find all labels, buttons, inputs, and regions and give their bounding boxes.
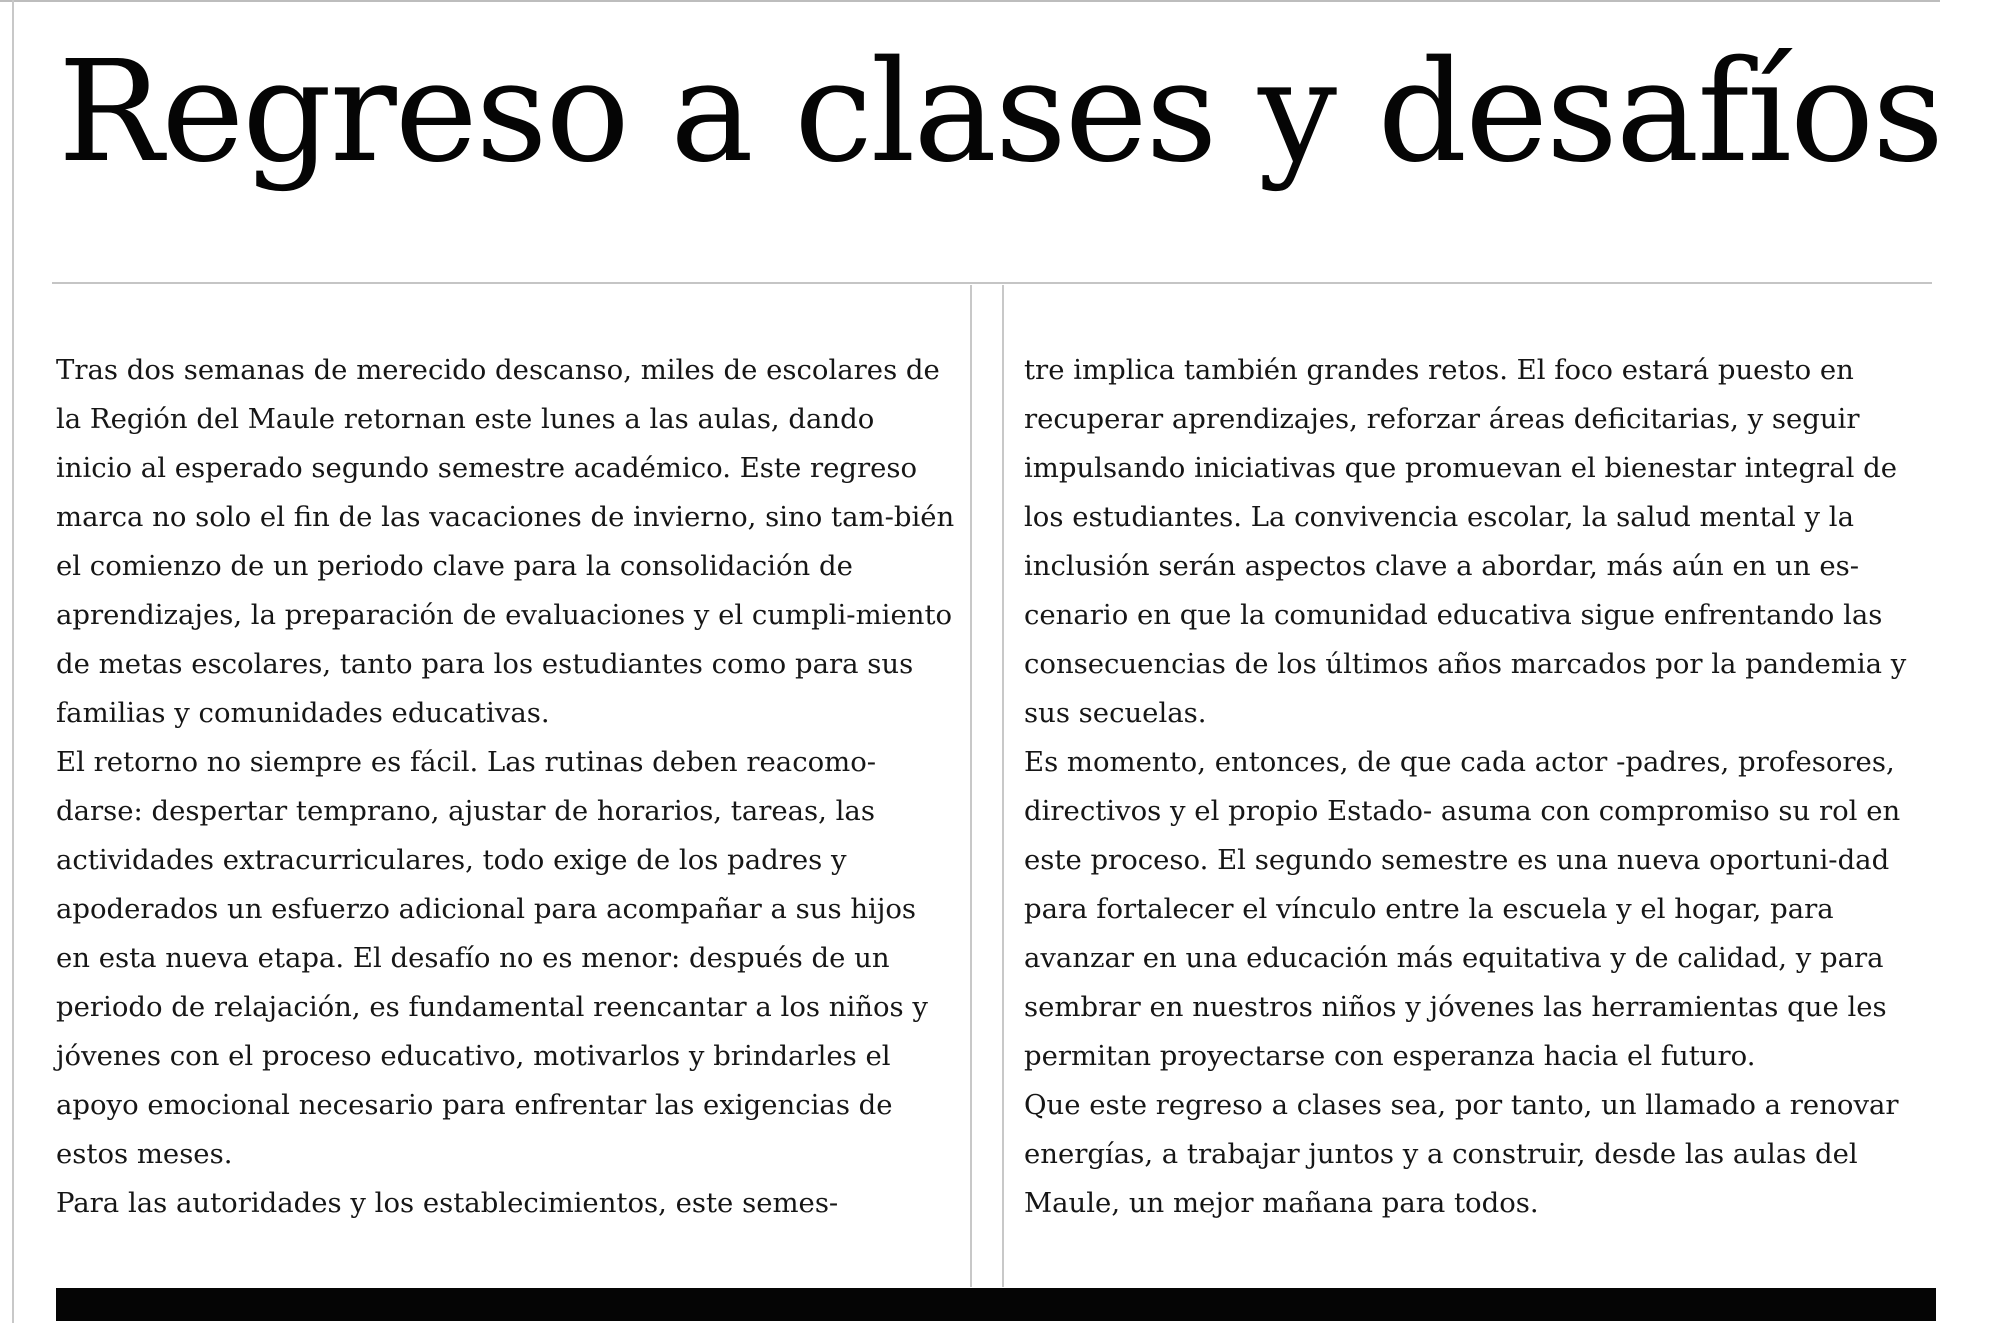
bottom-bar xyxy=(56,1288,1936,1321)
article-column-left xyxy=(56,346,956,1228)
paragraph: tre implica también grandes retos. El foco estará puesto en recuperar aprendizajes, reforzar áreas deficitarias, y seguir impulsando iniciativas que promuevan el bienestar integral de los estudiantes. La convivencia escolar, la salud mental y la inclusión serán aspectos clave a abordar, más aún en un es-cenario en que la comunidad educativa sigue enfrentando las consecuencias de los últimos años marcados por la pandemia y sus secuelas. xyxy=(1024,354,1907,729)
paragraph: El retorno no siempre es fácil. Las rutinas deben reacomo-darse: despertar temprano, ajustar de horarios, tareas, las actividades extracurriculares, todo exige de los padres y apoderados un esfuerzo adicional para acompañar a sus hijos en esta nueva etapa. El desafío no es menor: después de un periodo de relajación, es fundamental reencantar a los niños y jóvenes con el proceso educativo, motivarlos y brindarles el apoyo emocional necesario para enfrentar las exigencias de estos meses. xyxy=(56,746,928,1170)
paragraph: Que este regreso a clases sea, por tanto, un llamado a renovar energías, a trabajar juntos y a construir, desde las aulas del Maule, un mejor mañana para todos. xyxy=(1024,1089,1899,1219)
column-divider-left xyxy=(970,285,972,1287)
page-frame-left xyxy=(12,0,14,1323)
page-frame-top xyxy=(0,0,1940,2)
headline-divider xyxy=(52,282,1932,284)
paragraph: Tras dos semanas de merecido descanso, miles de escolares de la Región del Maule retornan este lunes a las aulas, dando inicio al esperado segundo semestre académico. Este regreso marca no solo el fin de las vacaciones de invierno, sino tam-bién el comienzo de un periodo clave para la consolidación de aprendizajes, la preparación de evaluaciones y el cumpli-miento de metas escolares, tanto para los estudiantes como para sus familias y comunidades educativas. xyxy=(56,354,955,729)
paragraph: Es momento, entonces, de que cada actor -padres, profesores, directivos y el propio Estado- asuma con compromiso su rol en este proceso. El segundo semestre es una nueva oportuni-dad para fortalecer el vínculo entre la escuela y el hogar, para avanzar en una educación más equitativa y de calidad, y para sembrar en nuestros niños y jóvenes las herramientas que les permitan proyectarse con esperanza hacia el futuro. xyxy=(1024,746,1901,1072)
headline: Regreso a clases y desafíos xyxy=(58,31,1943,194)
paragraph: Para las autoridades y los establecimientos, este semes- xyxy=(56,1187,839,1219)
column-divider-right xyxy=(1002,285,1004,1287)
article-column-right xyxy=(1024,346,1944,1228)
